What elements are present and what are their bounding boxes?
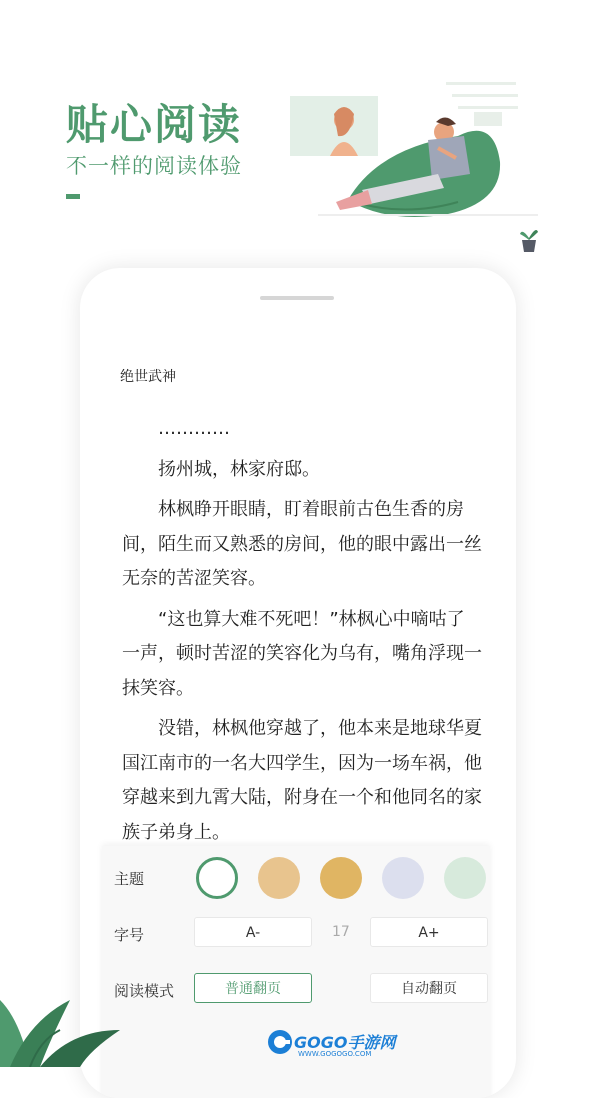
watermark-logo [266, 1028, 396, 1058]
theme-swatch-mint[interactable] [444, 857, 486, 899]
auto-page-mode-button[interactable]: 自动翻页 [370, 973, 488, 1003]
paragraph: 没错，林枫他穿越了，他本来是地球华夏国江南市的一名大四学生，因为一场车祸，他穿越来到九霄大陆，附身在一个和他同名的家族子弟身上。 [122, 718, 482, 843]
theme-swatch-gold[interactable] [320, 857, 362, 899]
book-title: 绝世武神 [120, 369, 176, 385]
font-decrease-button[interactable]: A- [194, 917, 312, 947]
phone-notch [260, 296, 334, 300]
reading-illustration [288, 78, 548, 228]
reading-area[interactable] [122, 412, 482, 897]
theme-label: 主题 [114, 870, 145, 888]
accent-dash [66, 194, 80, 199]
decorative-leaves [0, 960, 140, 1067]
normal-page-mode-button[interactable]: 普通翻页 [194, 973, 312, 1003]
theme-swatch-lavender[interactable] [382, 857, 424, 899]
theme-swatch-white[interactable] [196, 857, 238, 899]
promo-subline: 不一样的阅读体验 [66, 154, 242, 178]
paragraph: ………… [158, 418, 230, 439]
watermark-url: WWW.GOGOGO.COM [298, 1050, 372, 1058]
font-size-value: 17 [332, 924, 350, 940]
potted-plant-icon [518, 226, 540, 254]
gogo-logo-icon [266, 1028, 294, 1056]
promo-banner [0, 0, 600, 280]
theme-swatch-parchment[interactable] [258, 857, 300, 899]
font-size-label: 字号 [114, 926, 145, 944]
paragraph: 林枫睁开眼睛，盯着眼前古色生香的房间，陌生而又熟悉的房间，他的眼中露出一丝无奈的苦涩笑容。 [122, 499, 482, 589]
font-increase-button[interactable]: A+ [370, 917, 488, 947]
paragraph: 扬州城，林家府邸。 [158, 458, 320, 480]
promo-headline: 贴心阅读 [66, 100, 243, 149]
reading-mode-label: 阅读模式 [114, 982, 175, 1000]
paragraph: “这也算大难不死吧！”林枫心中嘀咕了一声，顿时苦涩的笑容化为乌有，嘴角浮现一抹笑容。 [122, 608, 482, 699]
phone-mockup [80, 268, 516, 1098]
watermark-brand: GOGO手游网 [294, 1033, 396, 1052]
reader-settings-panel [102, 846, 490, 1098]
